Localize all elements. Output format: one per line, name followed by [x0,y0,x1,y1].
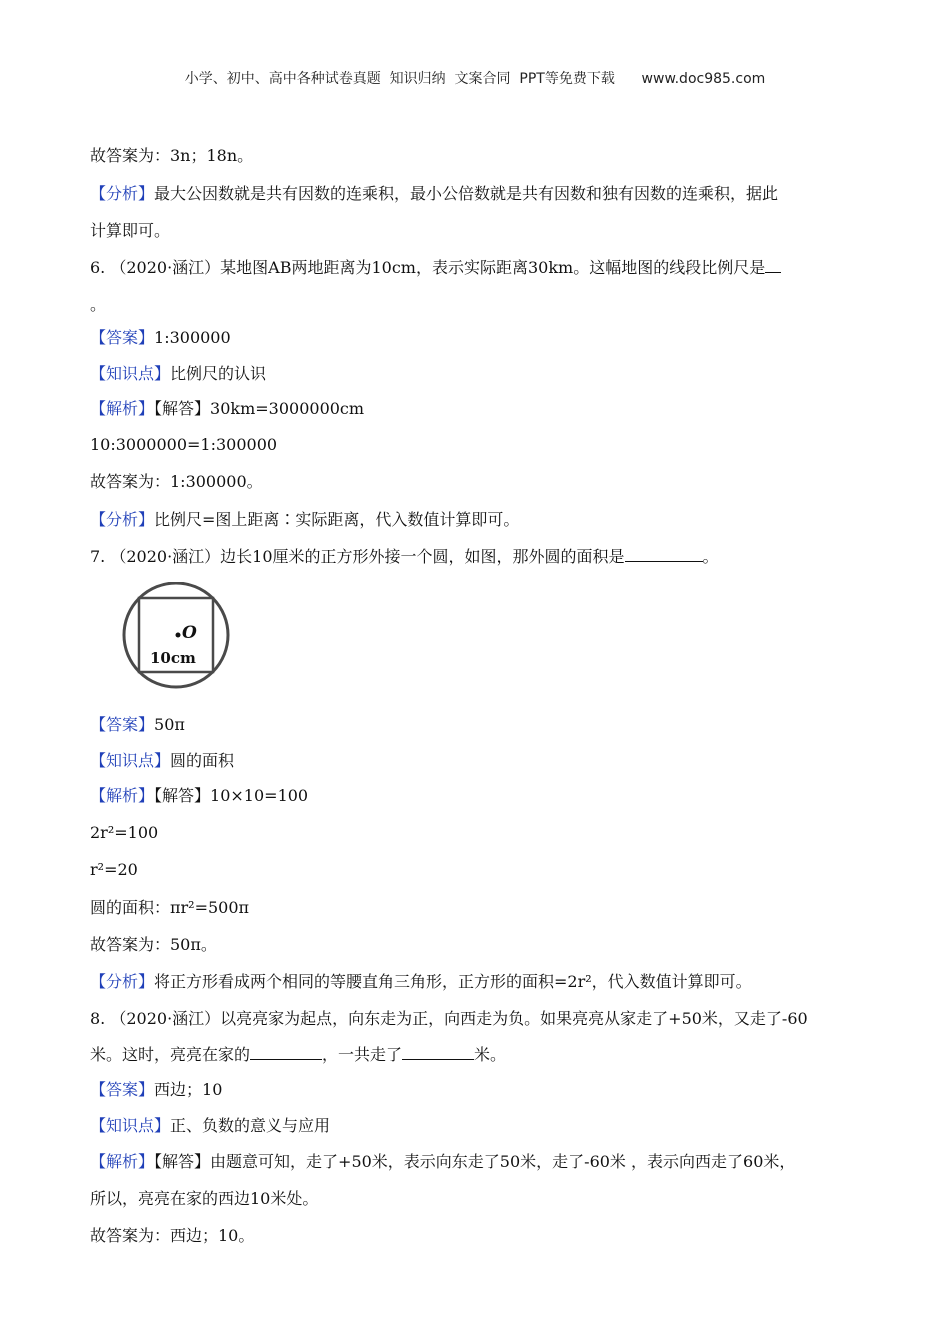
remark-label: 【分析】 [90,510,155,529]
q6-solution-text: 30km=3000000cm [210,399,365,418]
knowledge-label: 【知识点】 [90,751,171,770]
q8-answer [90,1080,870,1100]
q7-answer-blank [625,547,703,562]
center-point [176,633,181,638]
analysis-label: 【解析】 [90,786,155,805]
answer-label: 【答案】 [90,1080,155,1099]
q7-stem-text: 7. （2020·涵江）边长10厘米的正方形外接一个圆，如图，那外圆的面积是 [90,547,625,566]
q7-step2: r²=20 [90,860,138,879]
q8-stem-text-b: ，一共走了 [322,1045,403,1064]
answer-label: 【答案】 [90,328,155,347]
q7-stem [90,547,870,567]
q8-blank-distance [402,1045,474,1060]
circle-square-diagram [120,582,234,692]
q6-answer-value: 1:300000 [154,328,231,347]
q7-step1: 2r²=100 [90,823,159,842]
knowledge-label: 【知识点】 [90,1116,171,1135]
q7-remark [90,972,870,992]
q6-solution [90,399,870,419]
remark-label: 【分析】 [90,972,155,991]
q6-step1: 10:3000000=1:300000 [90,435,278,454]
q8-solution-cont: 所以，亮亮在家的西边10米处。 [90,1189,319,1208]
prev-conclusion: 故答案为：3n；18n。 [90,146,254,165]
q7-solution-text: 10×10=100 [210,786,309,805]
q7-step3: 圆的面积：πr²=500π [90,898,250,917]
q6-stem-end: 。 [90,295,107,314]
q6-stem [90,258,870,278]
q7-stem-end: 。 [702,547,719,566]
q8-knowledge [90,1116,870,1136]
circle-square-figure [120,582,234,696]
remark-label: 【分析】 [90,184,155,203]
q8-stem-text-c: 米。 [474,1045,507,1064]
q7-knowledge-value: 圆的面积 [170,751,235,770]
prev-remark-cont: 计算即可。 [90,221,171,240]
q7-answer-value: 50π [154,715,185,734]
q8-answer-value: 西边；10 [154,1080,223,1099]
q6-stem-text: 6. （2020·涵江）某地图AB两地距离为10cm，表示实际距离30km。这幅地图的线段比例尺是 [90,258,766,277]
q8-solution-text: 由题意可知，走了+50米，表示向东走了50米，走了-60米 ，表示向西走了60米， [210,1152,796,1171]
q8-blank-direction [250,1045,322,1060]
prev-remark-text: 最大公因数就是共有因数的连乘积，最小公倍数就是共有因数和独有因数的连乘积，据此 [154,184,779,203]
solution-label: 【解答】 [154,399,211,418]
side-length-label: 10cm [150,649,196,667]
q6-answer-blank [765,258,781,273]
q6-answer [90,328,870,348]
prev-remark [90,184,870,204]
solution-label: 【解答】 [154,786,211,805]
solution-label: 【解答】 [154,1152,211,1171]
q6-remark [90,510,870,530]
q7-knowledge [90,751,870,771]
q7-solution [90,786,870,806]
analysis-label: 【解析】 [90,1152,155,1171]
q7-conclusion: 故答案为：50π。 [90,935,217,954]
center-label: O [182,623,197,643]
q6-conclusion: 故答案为：1:300000。 [90,472,263,491]
q6-remark-text: 比例尺=图上距离∶实际距离，代入数值计算即可。 [154,510,520,529]
q8-knowledge-value: 正、负数的意义与应用 [170,1116,331,1135]
answer-label: 【答案】 [90,715,155,734]
q8-stem-cont [90,1045,870,1065]
q7-remark-text: 将正方形看成两个相同的等腰直角三角形，正方形的面积=2r²，代入数值计算即可。 [154,972,752,991]
q7-answer [90,715,870,735]
knowledge-label: 【知识点】 [90,364,171,383]
q8-stem: 8. （2020·涵江）以亮亮家为起点，向东走为正，向西走为负。如果亮亮从家走了+50米，又走了-60 [90,1009,808,1028]
page-header: 小学、初中、高中各种试卷真题 知识归纳 文案合同 PPT等免费下载 www.doc985.com [184,71,766,87]
q8-solution [90,1152,870,1172]
q6-knowledge-value: 比例尺的认识 [170,364,267,383]
q8-conclusion: 故答案为：西边；10。 [90,1226,255,1245]
q6-knowledge [90,364,870,384]
q8-stem-text-a: 米。这时，亮亮在家的 [90,1045,251,1064]
analysis-label: 【解析】 [90,399,155,418]
